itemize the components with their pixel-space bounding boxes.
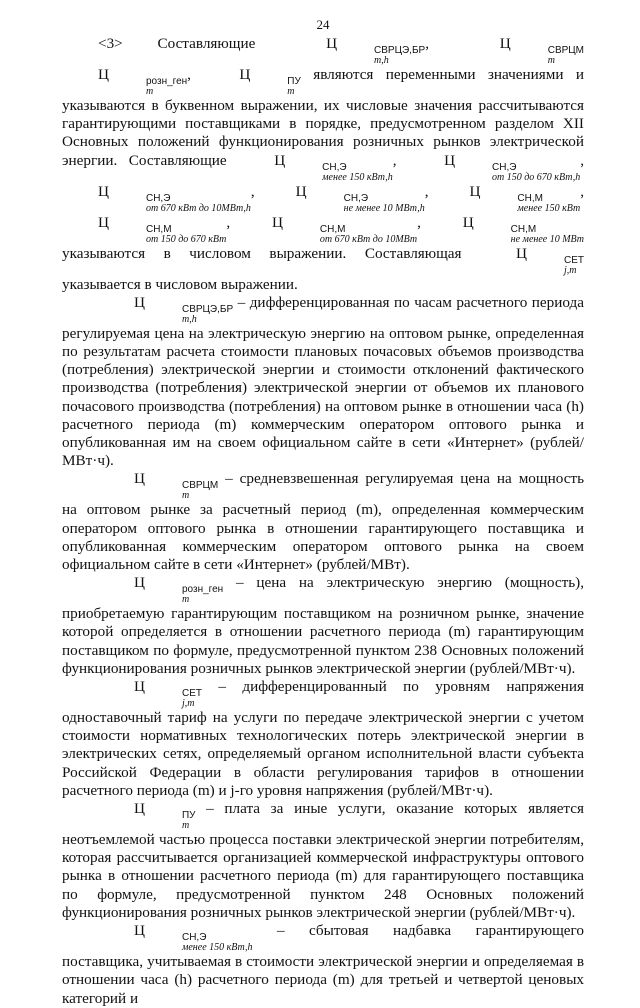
symbol-base: Ц bbox=[134, 800, 145, 818]
symbol-subscript: m,h bbox=[374, 55, 389, 66]
definition-svrtse-br: Ц СВРЦЭ,БР m,h – дифференцированная по часам расчетного периода регулируемая цена на электрическую энергию на оптовом рынке, определенная по результатам расчета стоимости плановых почасовых объемов производства (потребления) электрической энергии и стоимости отклонений фактического производства (потребления) электрической энергии от объемов их планового почасового производства (потребления) на оптовом рынке в отношении часа (h) расчетного периода (m) коммерческим оператором оптового рынка и опубликованная им на своем официальном сайте в сети «Интернет» (рублей/МВт·ч). bbox=[62, 293, 584, 470]
symbol-subscript: от 670 кВт до 10МВт bbox=[319, 233, 418, 245]
symbol-superscript: СЕТ bbox=[181, 688, 202, 700]
symbol-sn-e-10 bbox=[260, 183, 425, 214]
symbol-sn-e-less150 bbox=[98, 922, 253, 953]
symbol-base: Ц bbox=[98, 213, 109, 231]
definition-rozn-gen: Ц розн_ген m – цена на электрическую энергию (мощность), приобретаемую гарантирующим поставщиком на розничном рынке, значение которой определяется в отношении расчетного периода (m) гарантирующим поставщиком по формуле, предусмотренной пунктом 238 Основных положений функционирования розничных рынков электрической энергии (рублей/МВт·ч). bbox=[62, 574, 584, 677]
symbol-rozn-gen bbox=[98, 574, 223, 605]
symbol-subscript: менее 150 кВт,h bbox=[181, 942, 253, 954]
symbol-superscript: СВРЦЭ,БР bbox=[181, 303, 234, 315]
symbol-superscript: розн_ген bbox=[145, 76, 188, 87]
symbol-superscript: СЕТ bbox=[564, 254, 584, 266]
symbol-set bbox=[480, 245, 584, 276]
symbol-subscript: от 150 до 670 кВт bbox=[145, 233, 227, 245]
symbol-sn-e-670-10 bbox=[62, 183, 251, 214]
symbol-svrtsm bbox=[98, 470, 218, 501]
symbol-subscript: m bbox=[145, 86, 154, 97]
symbol-set bbox=[98, 678, 202, 709]
symbol-subscript: от 150 до 670 кВт,h bbox=[492, 171, 581, 183]
symbol-subscript: m bbox=[181, 490, 190, 502]
symbol-base: Ц bbox=[274, 151, 286, 169]
symbol-superscript: розн_ген bbox=[181, 584, 224, 596]
symbol-base: Ц bbox=[134, 293, 145, 311]
definition-pu: Ц ПУ m – плата за иные услуги, оказание которых является неотъемлемой частью процесса поставки электрической энергии потребителям, которая рассчитывается организацией коммерческой инфраструктуры оптового рынка в отношении расчетного периода (m) для гарантирующего поставщика по формуле, предусмотренной пунктом 248 Основных положений функционирования розничных рынков электрической энергии (рублей/МВт·ч). bbox=[62, 800, 584, 921]
symbol-base: Ц bbox=[462, 213, 474, 231]
symbol-sn-m-150-670 bbox=[62, 214, 226, 245]
symbol-subscript: m,h bbox=[181, 313, 197, 325]
symbol-sn-m-less150 bbox=[433, 183, 580, 214]
symbol-pu bbox=[203, 66, 301, 97]
symbol-subscript: менее 150 кВт,h bbox=[322, 171, 393, 183]
symbol-base: Ц bbox=[134, 470, 145, 488]
symbol-sn-e-150-670 bbox=[408, 152, 580, 183]
symbol-subscript: менее 150 кВт bbox=[517, 202, 581, 214]
symbol-superscript: СН,М bbox=[145, 223, 172, 235]
symbol-base: Ц bbox=[469, 182, 481, 200]
symbol-superscript: СН,Э bbox=[322, 161, 347, 173]
symbol-superscript: ПУ bbox=[287, 76, 301, 87]
symbol-subscript: m bbox=[181, 594, 190, 606]
symbol-svrtse-br bbox=[290, 35, 425, 66]
symbol-superscript: СН,М bbox=[510, 223, 537, 235]
symbol-superscript: СН,М bbox=[517, 192, 543, 204]
symbol-base: Ц bbox=[239, 66, 251, 83]
symbol-base: Ц bbox=[444, 151, 456, 169]
symbol-base: Ц bbox=[326, 35, 338, 52]
definition-svrtsm: Ц СВРЦМ m – средневзвешенная регулируемая цена на мощность на оптовом рынке за расчетный период (m), определенная коммерческим оператором оптового рынка в отношении гарантирующего поставщика и опубликованная коммерческим оператором оптового рынка на своем официальном сайте в сети «Интернет» (рублей/МВт). bbox=[62, 470, 584, 574]
symbol-sn-m-670-10 bbox=[236, 214, 417, 245]
page-number: 24 bbox=[316, 17, 330, 32]
symbol-subscript: m bbox=[287, 86, 295, 97]
symbol-superscript: СВРЦМ bbox=[547, 45, 585, 56]
symbol-base: Ц bbox=[295, 182, 307, 200]
symbol-base: Ц bbox=[516, 244, 527, 262]
symbol-sn-m-10 bbox=[427, 214, 584, 245]
symbol-superscript: СН,Э bbox=[343, 192, 369, 204]
symbol-pu bbox=[98, 800, 196, 831]
footnote-intro: <3> Составляющие bbox=[98, 35, 291, 52]
symbol-base: Ц bbox=[271, 213, 283, 231]
symbol-superscript: СН,Э bbox=[492, 161, 517, 173]
symbol-subscript: j,m bbox=[564, 264, 577, 276]
footnote-paragraph: <3> Составляющие Ц СВРЦЭ,БР m,h , Ц СВРЦМ m Ц розн_ген m , Ц ПУ m являются переменными значениями и указываются в буквенном выражении, их числовые значения рассчитываются гарантирующими поставщиками в порядке, предусмотренном разделом XII Основных положений функционирования розничных рынков электрической энергии. Составляющие Ц СН,Э менее 150 кВт,h , Ц СН,Э от 150 до 670 кВт,h , Ц СН,Э от 670 кВт до 10МВт,h , Ц СН,Э не менее 10 МВт,h , Ц СН,М менее 150 кВт , Ц СН,М от 150 до 670 кВт , Ц СН,М от 670 кВт до 10МВт , Ц СН,М не менее 10 МВт указываются в числовом выражении. Составляющая Ц СЕТ j,m указывается в числовом выражении. bbox=[62, 35, 585, 293]
symbol-base: Ц bbox=[134, 678, 145, 696]
symbol-base: Ц bbox=[499, 35, 511, 52]
symbol-subscript: не менее 10 МВт,h bbox=[343, 202, 425, 214]
symbol-superscript: СВРЦЭ,БР bbox=[374, 45, 426, 56]
symbol-subscript: m bbox=[547, 55, 555, 66]
definition-set: Ц СЕТ j,m – дифференцированный по уровням напряжения одноставочный тариф на услуги по передаче электрической энергии с учетом стоимости нормативных технологических потерь электрической энергии в электрических сетях, определяемый органом исполнительной власти субъекта Российской Федерации в области регулирования тарифов в отношении расчетного периода (m) и j-го уровня напряжения (рублей/МВт·ч). bbox=[62, 678, 584, 799]
symbol-sn-e-less150 bbox=[238, 152, 393, 183]
symbol-superscript: ПУ bbox=[181, 810, 196, 822]
symbol-subscript: не менее 10 МВт bbox=[510, 233, 584, 245]
symbol-subscript: от 670 кВт до 10МВт,h bbox=[145, 202, 251, 214]
definition-sn-e-less150: Ц СН,Э менее 150 кВт,h – сбытовая надбавка гарантирующего поставщика, учитываемая в стоимости электрической энергии и определяемая в отношении часа (h) расчетного периода (m) для третьей и четвертой ценовых категорий и bbox=[62, 922, 584, 1007]
symbol-svrtse-br bbox=[98, 294, 233, 325]
symbol-superscript: СН,М bbox=[319, 223, 346, 235]
symbol-superscript: СВРЦМ bbox=[181, 480, 219, 492]
symbol-superscript: СН,Э bbox=[145, 192, 171, 204]
symbol-subscript: m bbox=[181, 820, 190, 832]
symbol-superscript: СН,Э bbox=[181, 932, 207, 944]
symbol-subscript: j,m bbox=[181, 698, 195, 710]
symbol-base: Ц bbox=[98, 66, 109, 83]
symbol-base: Ц bbox=[98, 182, 109, 200]
symbol-base: Ц bbox=[134, 574, 145, 592]
document-page bbox=[62, 18, 584, 1008]
symbol-svrtsm bbox=[464, 35, 584, 66]
symbol-base: Ц bbox=[134, 922, 145, 940]
symbol-rozn-gen bbox=[62, 66, 187, 97]
